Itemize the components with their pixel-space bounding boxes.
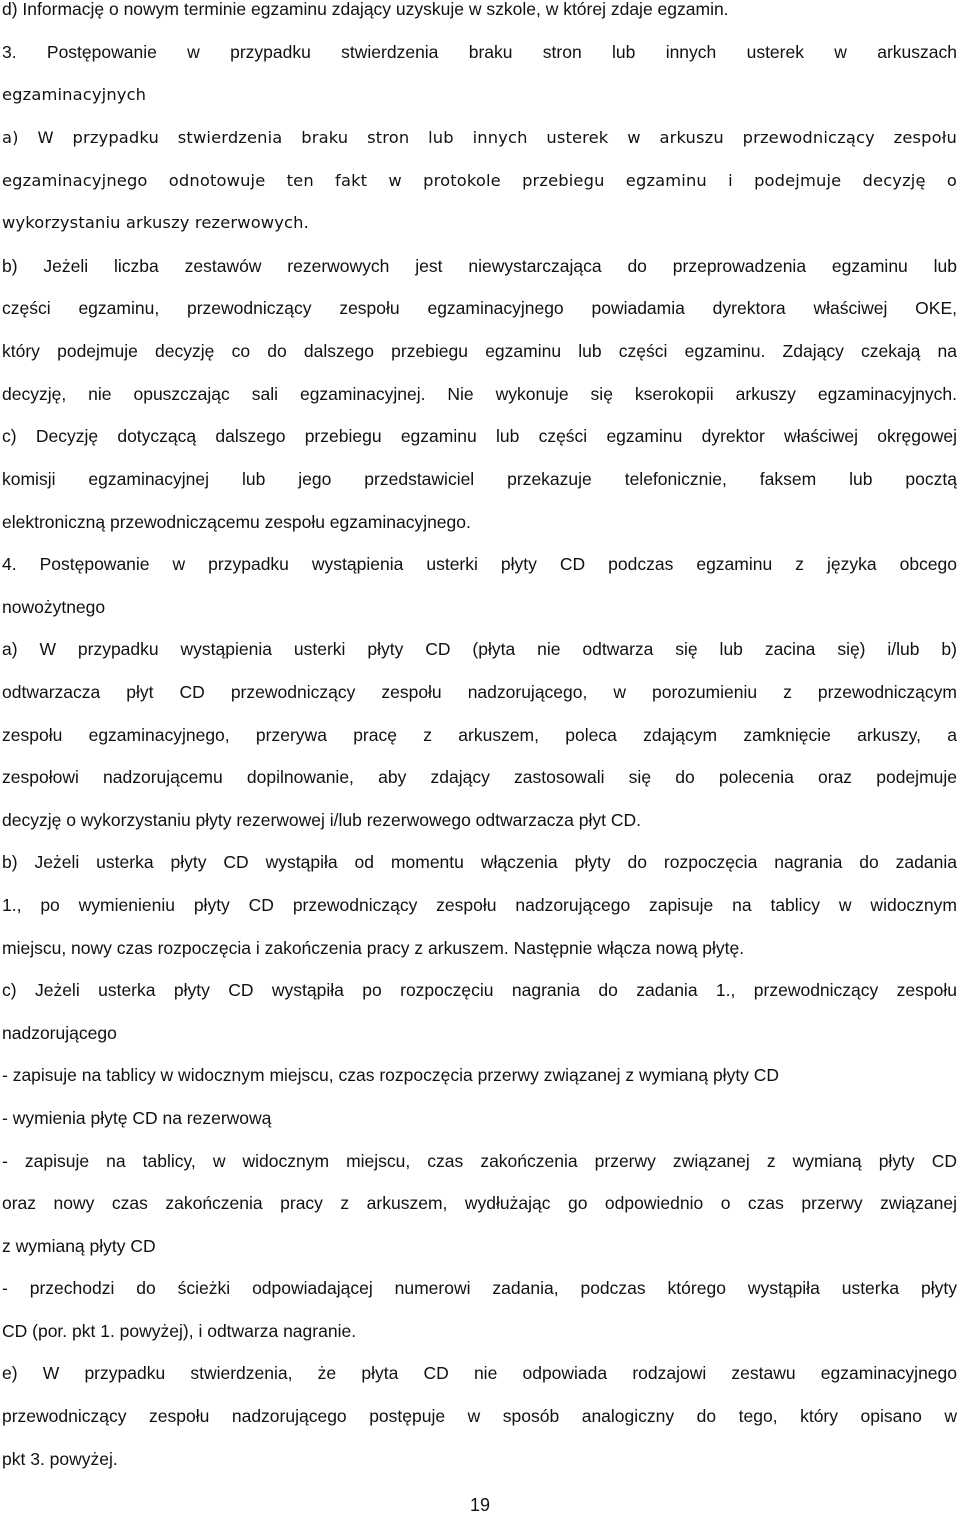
text-line: wykorzystaniu arkuszy rezerwowych.: [2, 213, 309, 232]
text-line: z wymianą płyty CD: [2, 1236, 156, 1256]
text-line: pkt 3. powyżej.: [2, 1449, 118, 1469]
text-line: c) Decyzję dotyczącą dalszego przebiegu egzaminu lub części egzaminu dyrektor właściwej okręgowej: [2, 426, 957, 446]
text-line: e) W przypadku stwierdzenia, że płyta CD nie odpowiada rodzajowi zestawu egzaminacyjnego: [2, 1363, 957, 1383]
text-line: a) W przypadku wystąpienia usterki płyty CD (płyta nie odtwarza się lub zacina się) i/lub b): [2, 639, 957, 659]
list-item: - wymienia płytę CD na rezerwową: [2, 1108, 272, 1128]
text-line: decyzję, nie opuszczając sali egzaminacyjnej. Nie wykonuje się kserokopii arkuszy egzaminacyjnych.: [2, 384, 957, 404]
page-number: 19: [469, 1495, 491, 1515]
text-line: nadzorującego: [2, 1023, 117, 1043]
text-line: egzaminacyjnego odnotowuje ten fakt w protokole przebiegu egzaminu i podejmuje decyzję o: [2, 171, 957, 190]
text-line: a) W przypadku stwierdzenia braku stron lub innych usterek w arkuszu przewodniczący zespołu: [2, 128, 957, 147]
section-heading: egzaminacyjnych: [2, 85, 147, 104]
text-line: który podejmuje decyzję co do dalszego przebiegu egzaminu lub części egzaminu. Zdający czekają na: [2, 341, 957, 361]
text-line: przewodniczący zespołu nadzorującego postępuje w sposób analogiczny do tego, który opisano w: [2, 1406, 957, 1426]
text-line: CD (por. pkt 1. powyżej), i odtwarza nagranie.: [2, 1321, 357, 1341]
text-line: zespołowi nadzorującemu dopilnowanie, aby zdający zastosowali się do polecenia oraz podejmuje: [2, 767, 957, 787]
text-line: 1., po wymienieniu płyty CD przewodniczący zespołu nadzorującego zapisuje na tablicy w widocznym: [2, 895, 957, 915]
list-item: - zapisuje na tablicy w widocznym miejscu, czas rozpoczęcia przerwy związanej z wymianą płyty CD: [2, 1065, 780, 1085]
section-heading: 4. Postępowanie w przypadku wystąpienia usterki płyty CD podczas egzaminu z języka obcego: [2, 554, 957, 574]
text-line: b) Jeżeli usterka płyty CD wystąpiła od momentu włączenia płyty do rozpoczęcia nagrania do zadania: [2, 852, 957, 872]
section-heading: nowożytnego: [2, 597, 106, 617]
text-line: decyzję o wykorzystaniu płyty rezerwowej i/lub rezerwowego odtwarzacza płyt CD.: [2, 810, 641, 830]
text-line: c) Jeżeli usterka płyty CD wystąpiła po rozpoczęciu nagrania do zadania 1., przewodniczący zespołu: [2, 980, 957, 1000]
text-line: odtwarzacza płyt CD przewodniczący zespołu nadzorującego, w porozumieniu z przewodniczącym: [2, 682, 957, 702]
list-item: - przechodzi do ścieżki odpowiadającej numerowi zadania, podczas którego wystąpiła usterka płyty: [2, 1278, 957, 1298]
text-line: komisji egzaminacyjnej lub jego przedstawiciel przekazuje telefonicznie, faksem lub pocztą: [2, 469, 957, 489]
list-item: - zapisuje na tablicy, w widocznym miejscu, czas zakończenia przerwy związanej z wymianą płyty CD: [2, 1151, 957, 1171]
text-line: zespołu egzaminacyjnego, przerywa pracę z arkuszem, poleca zdającym zamknięcie arkuszy, a: [2, 725, 957, 745]
text-line: elektroniczną przewodniczącemu zespołu egzaminacyjnego.: [2, 512, 471, 532]
section-heading: 3. Postępowanie w przypadku stwierdzenia braku stron lub innych usterek w arkuszach: [2, 42, 957, 62]
text-line: miejscu, nowy czas rozpoczęcia i zakończenia pracy z arkuszem. Następnie włącza nową płytę.: [2, 938, 745, 958]
text-line: d) Informację o nowym terminie egzaminu zdający uzyskuje w szkole, w której zdaje egzamin.: [2, 0, 729, 19]
text-line: b) Jeżeli liczba zestawów rezerwowych jest niewystarczająca do przeprowadzenia egzaminu lub: [2, 256, 957, 276]
text-line: oraz nowy czas zakończenia pracy z arkuszem, wydłużając go odpowiednio o czas przerwy związanej: [2, 1193, 957, 1213]
text-line: części egzaminu, przewodniczący zespołu egzaminacyjnego powiadamia dyrektora właściwej OKE,: [2, 298, 957, 318]
